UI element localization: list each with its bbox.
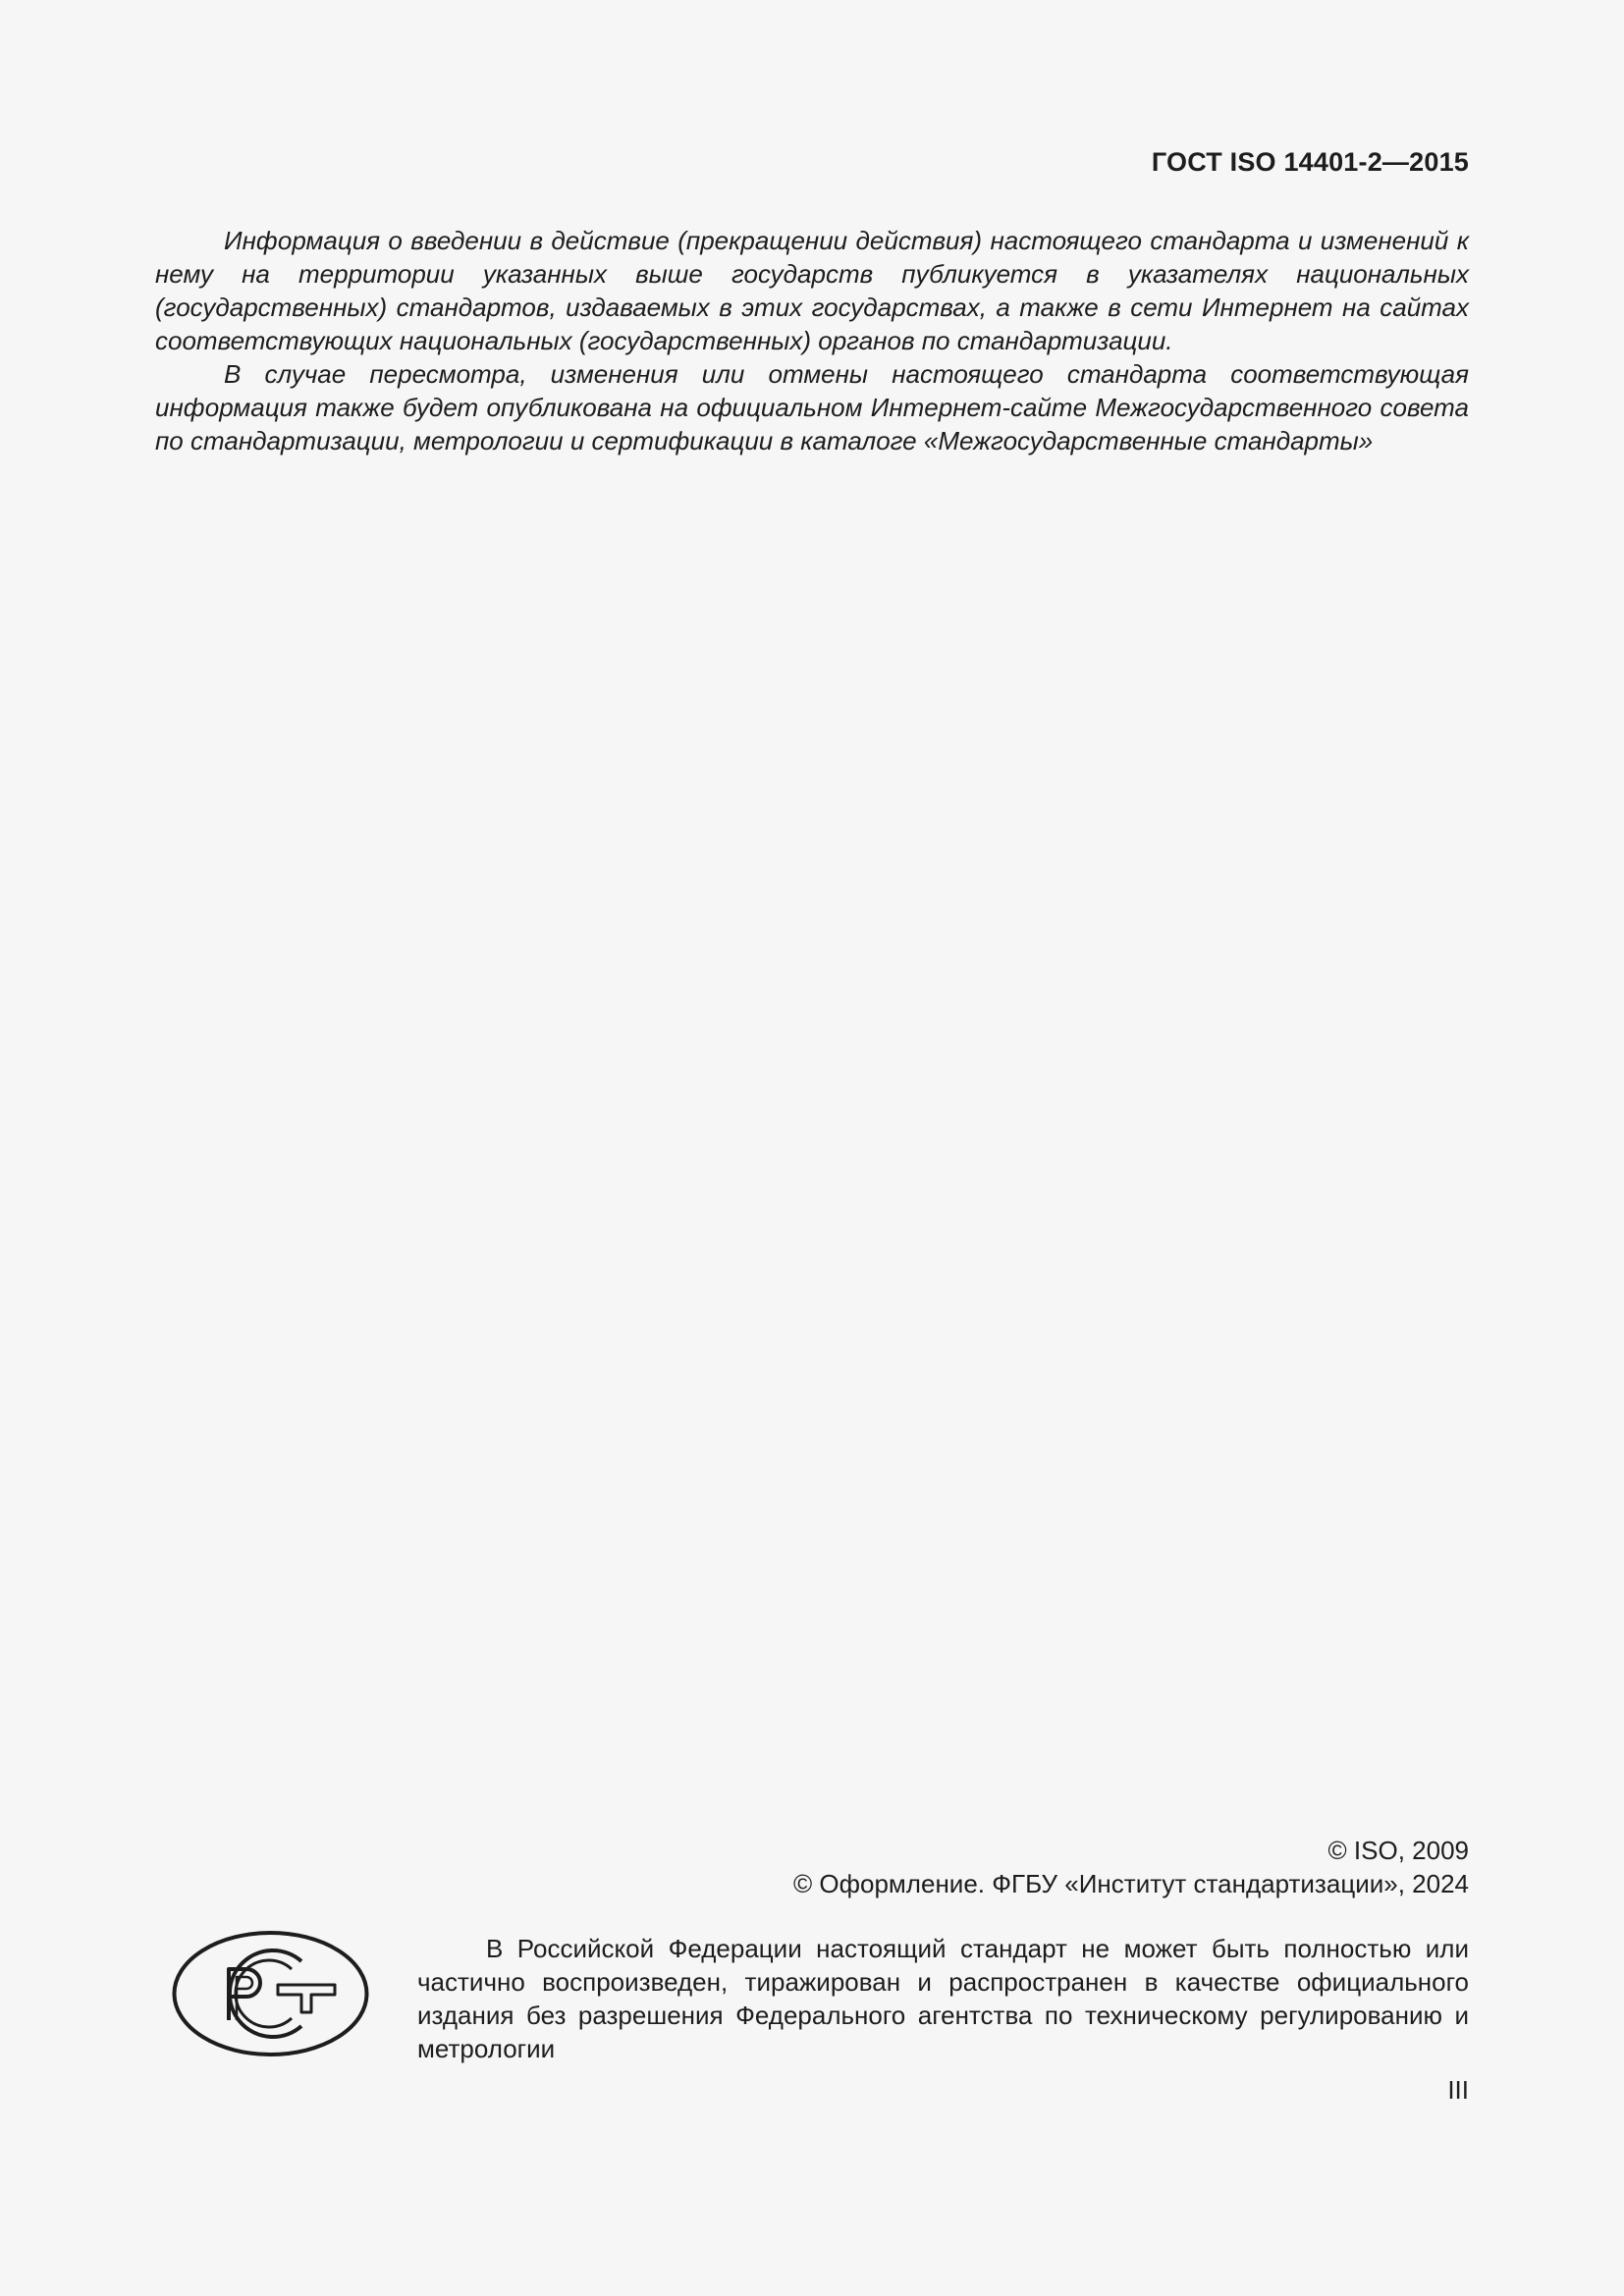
body-text [155,224,1469,457]
rst-certification-mark-icon [172,1930,369,2057]
copyright-iso: © ISO, 2009 [1327,1836,1469,1865]
copyright-block [793,1834,1469,1900]
paragraph-info-publication: Информация о введении в действие (прекращении действия) настоящего стандарта и изменений к нему на территории указанных выше государств публикуется в указателях национальных (государственных) стандартов, издаваемых в этих государствах, а также в сети Интернет на сайтах соответствующих национальных (государственных) органов по стандартизации. [155,226,1469,355]
reproduction-notice [417,1932,1469,2065]
standard-code: ГОСТ ISO 14401-2—2015 [1151,147,1469,177]
copyright-design: © Оформление. ФГБУ «Институт стандартизации», 2024 [793,1869,1469,1898]
notice-text: В Российской Федерации настоящий стандарт не может быть полностью или частично воспроизведен, тиражирован и распространен в качестве официального издания без разрешения Федерального агентства по техническому регулированию и метрологии [417,1934,1469,2063]
paragraph-revision-notice: В случае пересмотра, изменения или отмены настоящего стандарта соответствующая информация также будет опубликована на официальном Интернет-сайте Межгосударственного совета по стандартизации, метрологии и сертификации в каталоге «Межгосударственные стандарты» [155,359,1469,455]
page-number: III [1447,2075,1469,2105]
